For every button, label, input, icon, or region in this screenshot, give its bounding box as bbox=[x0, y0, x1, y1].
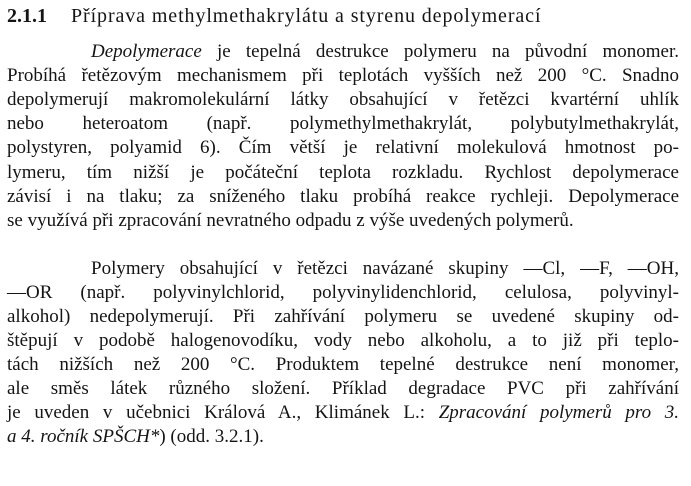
text-line bbox=[7, 88, 679, 112]
text-run: polystyren, polyamid 6). Čím větší je relativní molekulová hmotnost po- bbox=[7, 137, 679, 158]
text-run: štěpují v podobě halogenovodíku, vody nebo alkoholu, a to již při teplo- bbox=[7, 330, 679, 351]
text-line bbox=[7, 161, 679, 185]
text-line bbox=[7, 401, 679, 425]
text-run: depolymerují makromolekulární látky obsahující v řetězci kvartérní uhlík bbox=[7, 89, 679, 110]
text-run: Probíhá řetězovým mechanismem při teplotách vyšších než 200 °C. Snadno bbox=[7, 65, 679, 86]
text-run: ale směs látek různého složení. Příklad degradace PVC při zahřívání bbox=[7, 378, 679, 399]
text-run: alkohol) nedepolymerují. Při zahřívání polymeru se uvedené skupiny od- bbox=[7, 306, 679, 327]
text-run: —OR (např. polyvinylchlorid, polyvinylidenchlorid, celulosa, polyvinyl- bbox=[7, 282, 679, 303]
text-run: ) (odd. 3.2.1). bbox=[159, 426, 264, 447]
text-line bbox=[7, 136, 679, 160]
section-number: 2.1.1 bbox=[7, 5, 47, 27]
text-run: závisí i na tlaku; za sníženého tlaku probíhá reakce rychleji. Depolymerace bbox=[7, 186, 679, 207]
italic-text: Depolymerace bbox=[91, 41, 202, 62]
text-run: se využívá při zpracování nevratného odpadu z výše uvedených polymerů. bbox=[7, 210, 574, 231]
text-line bbox=[7, 281, 679, 305]
text-line bbox=[7, 209, 679, 233]
text-run: Polymery obsahující v řetězci navázané skupiny —Cl, —F, —OH, bbox=[91, 258, 679, 279]
text-line bbox=[7, 185, 679, 209]
text-line bbox=[7, 329, 679, 353]
text-run: je uveden v učebnici Králová A., Klimánek L.: bbox=[7, 402, 439, 423]
italic-text: a 4. ročník SPŠCH* bbox=[7, 426, 160, 447]
text-line bbox=[7, 377, 679, 401]
text-line bbox=[7, 305, 679, 329]
text-run: je tepelná destrukce polymeru na původní monomer. bbox=[201, 41, 679, 62]
section-heading bbox=[7, 4, 541, 28]
text-line bbox=[91, 40, 679, 64]
text-run: lymeru, tím nižší je počáteční teplota rozkladu. Rychlost depolymerace bbox=[7, 162, 679, 183]
text-line bbox=[91, 257, 679, 281]
section-title: Příprava methylmethakrylátu a styrenu depolymerací bbox=[71, 5, 542, 27]
text-line bbox=[7, 64, 679, 88]
italic-text: Zpracování polymerů pro 3. bbox=[438, 402, 679, 423]
text-line bbox=[7, 425, 679, 449]
text-line bbox=[7, 353, 679, 377]
text-run: tách nižších než 200 °C. Produktem tepelné destrukce není monomer, bbox=[7, 354, 679, 375]
text-run: nebo heteroatom (např. polymethylmethakrylát, polybutylmethakrylát, bbox=[7, 113, 679, 134]
text-line bbox=[7, 112, 679, 136]
